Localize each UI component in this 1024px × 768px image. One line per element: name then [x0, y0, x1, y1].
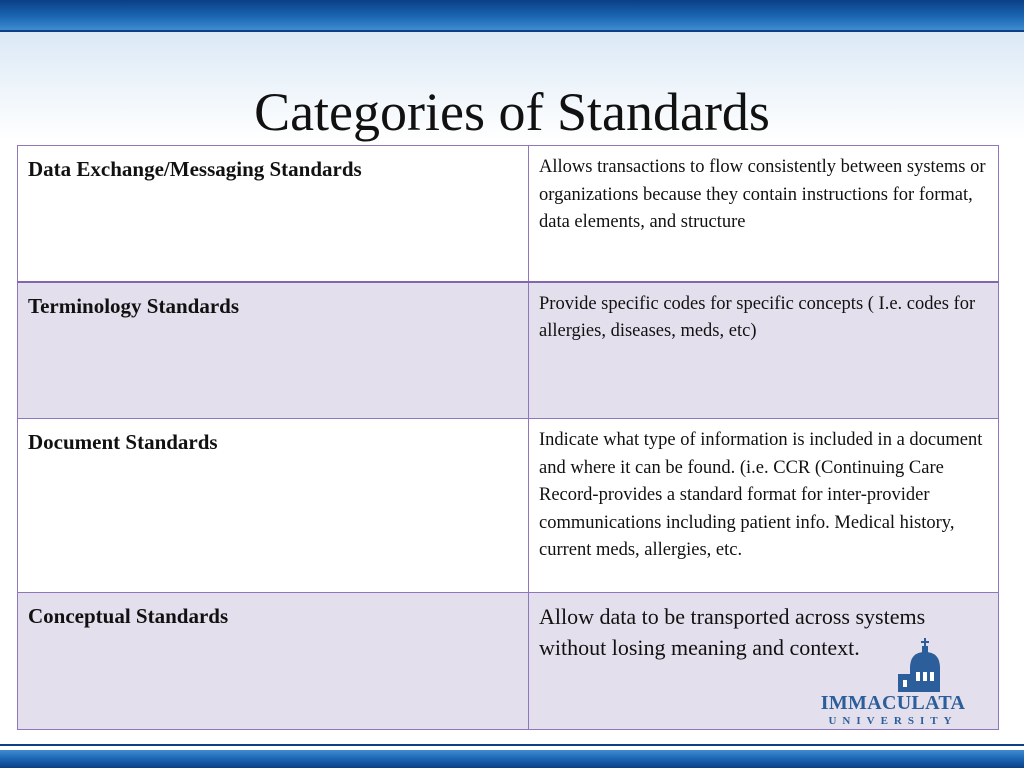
slide-title: Categories of Standards — [254, 82, 770, 142]
dome-building-icon — [895, 638, 941, 694]
description-cell: Allows transactions to flow consistently between systems or organizations because they contain instructions for format, data elements, and structure — [529, 146, 999, 282]
category-cell: Terminology Standards — [18, 282, 529, 419]
header-band — [0, 0, 1024, 30]
footer-rule — [0, 744, 1024, 746]
table-row — [18, 282, 999, 419]
logo-wordmark: IMMACULATA — [820, 692, 966, 714]
description-cell: Allow data to be transported across systems without losing meaning and context. — [529, 593, 999, 730]
table-row — [18, 419, 999, 593]
description-cell: Indicate what type of information is included in a document and where it can be found. (i.e. CCR (Continuing Care Record-provides a standard format for inter-provider communications including patient info. Medical history, current meds, allergies, etc. — [529, 419, 999, 593]
footer-band — [0, 750, 1024, 768]
university-logo — [812, 638, 974, 730]
logo-subtitle: UNIVERSITY — [828, 715, 958, 727]
category-cell: Conceptual Standards — [18, 593, 529, 730]
table-row — [18, 146, 999, 282]
description-cell: Provide specific codes for specific concepts ( I.e. codes for allergies, diseases, meds, etc) — [529, 282, 999, 419]
category-cell: Data Exchange/Messaging Standards — [18, 146, 529, 282]
category-cell: Document Standards — [18, 419, 529, 593]
